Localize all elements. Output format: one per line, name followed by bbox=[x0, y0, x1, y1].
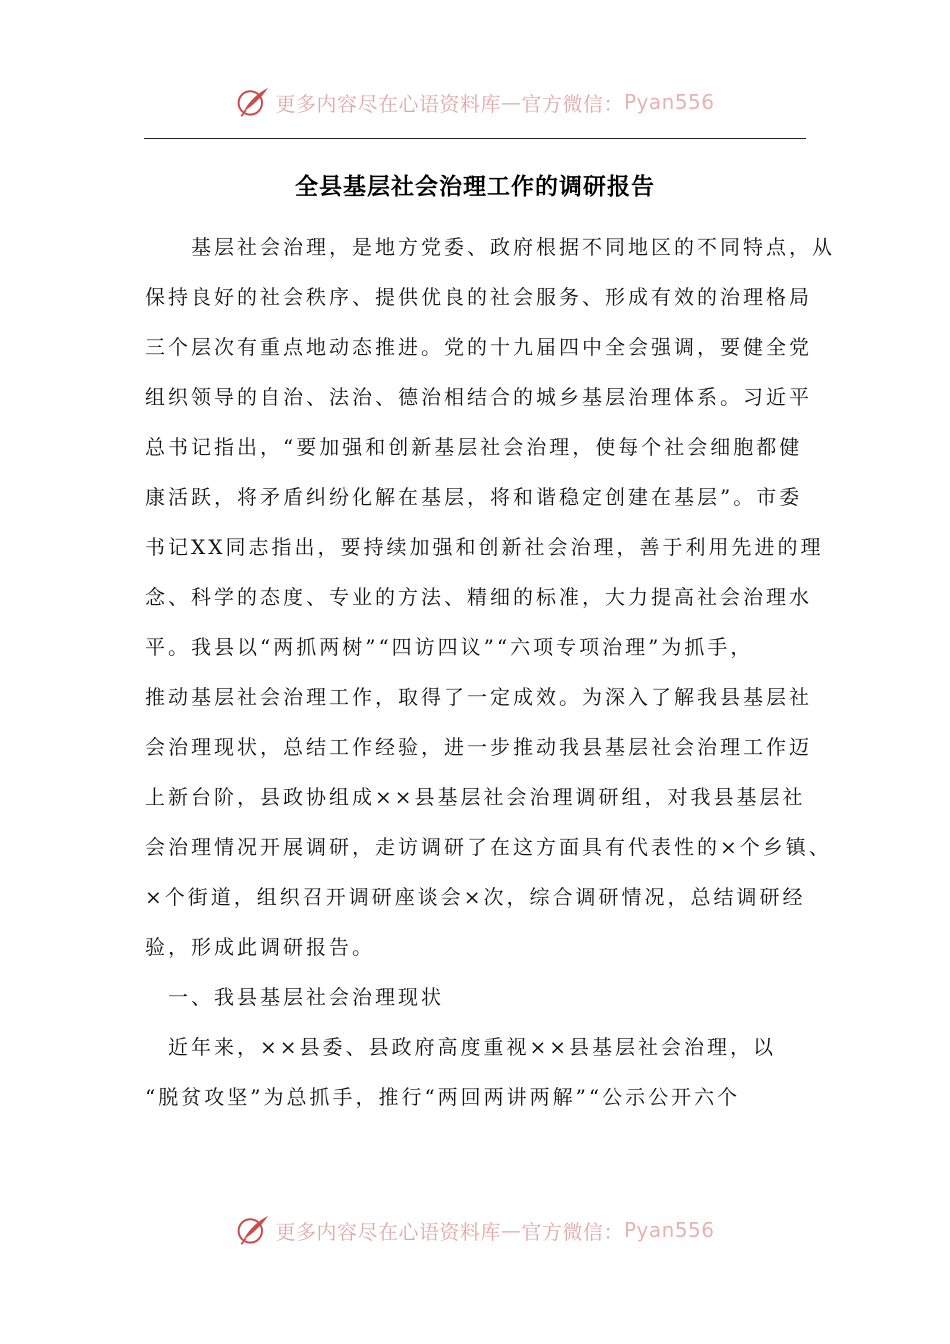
banner-separator: — bbox=[500, 1218, 522, 1242]
body-text-line: ×个街道，组织召开调研座谈会×次，综合调研情况，总结调研经 bbox=[145, 885, 806, 909]
body-text-line: 验，形成此调研报告。 bbox=[145, 935, 375, 959]
header-banner bbox=[0, 82, 950, 122]
body-text-line: 基层社会治理，是地方党委、政府根据不同地区的不同特点，从 bbox=[145, 235, 835, 259]
body-text-line: 保持良好的社会秩序、提供优良的社会服务、形成有效的治理格局 bbox=[145, 285, 812, 309]
body-text-line: 书记XX同志指出，要持续加强和创新社会治理，善于利用先进的理 bbox=[145, 535, 824, 559]
body-text-line: 上新台阶，县政协组成××县基层社会治理调研组，对我县基层社 bbox=[145, 785, 806, 809]
banner-contact-label: 官方微信： bbox=[521, 1219, 624, 1244]
body-text-line: 念、科学的态度、专业的方法、精细的标准，大力提高社会治理水 bbox=[145, 585, 812, 609]
banner-contact-label: 官方微信： bbox=[521, 91, 624, 116]
quill-logo-icon bbox=[235, 84, 271, 120]
footer-banner bbox=[0, 1210, 950, 1250]
document-title: 全县基层社会治理工作的调研报告 bbox=[295, 173, 655, 200]
body-text-line: 推动基层社会治理工作，取得了一定成效。为深入了解我县基层社 bbox=[145, 685, 812, 709]
banner-wechat-handle: Pyan556 bbox=[623, 1218, 715, 1242]
header-rule bbox=[144, 138, 806, 139]
body-text-line: 会治理情况开展调研，走访调研了在这方面具有代表性的×个乡镇、 bbox=[145, 835, 832, 859]
body-text-line: 近年来，××县委、县政府高度重视××县基层社会治理，以 bbox=[145, 1035, 777, 1059]
document-body bbox=[145, 222, 835, 1122]
body-text-line: 一、我县基层社会治理现状 bbox=[145, 985, 444, 1009]
banner-brand: 更多内容尽在心语资料库 bbox=[275, 91, 501, 116]
body-text-line: “脱贫攻坚”为总抓手，推行“两回两讲两解”“公示公开六个 bbox=[145, 1085, 741, 1109]
banner-wechat-handle: Pyan556 bbox=[623, 90, 715, 114]
quill-logo-icon bbox=[235, 1212, 271, 1248]
body-text-line: 康活跃，将矛盾纠纷化解在基层，将和谐稳定创建在基层”。市委 bbox=[145, 485, 803, 509]
body-text-line: 总书记指出，“要加强和创新基层社会治理，使每个社会细胞都健 bbox=[145, 435, 803, 459]
body-text-line: 平。我县以“两抓两树”“四访四议”“六项专项治理”为抓手， bbox=[145, 635, 754, 659]
body-text-line: 会治理现状，总结工作经验，进一步推动我县基层社会治理工作迈 bbox=[145, 735, 812, 759]
banner-separator: — bbox=[500, 90, 522, 114]
body-text-line: 组织领导的自治、法治、德治相结合的城乡基层治理体系。习近平 bbox=[145, 385, 812, 409]
body-text-line: 三个层次有重点地动态推进。党的十九届四中全会强调，要健全党 bbox=[145, 335, 812, 359]
banner-brand: 更多内容尽在心语资料库 bbox=[275, 1219, 501, 1244]
